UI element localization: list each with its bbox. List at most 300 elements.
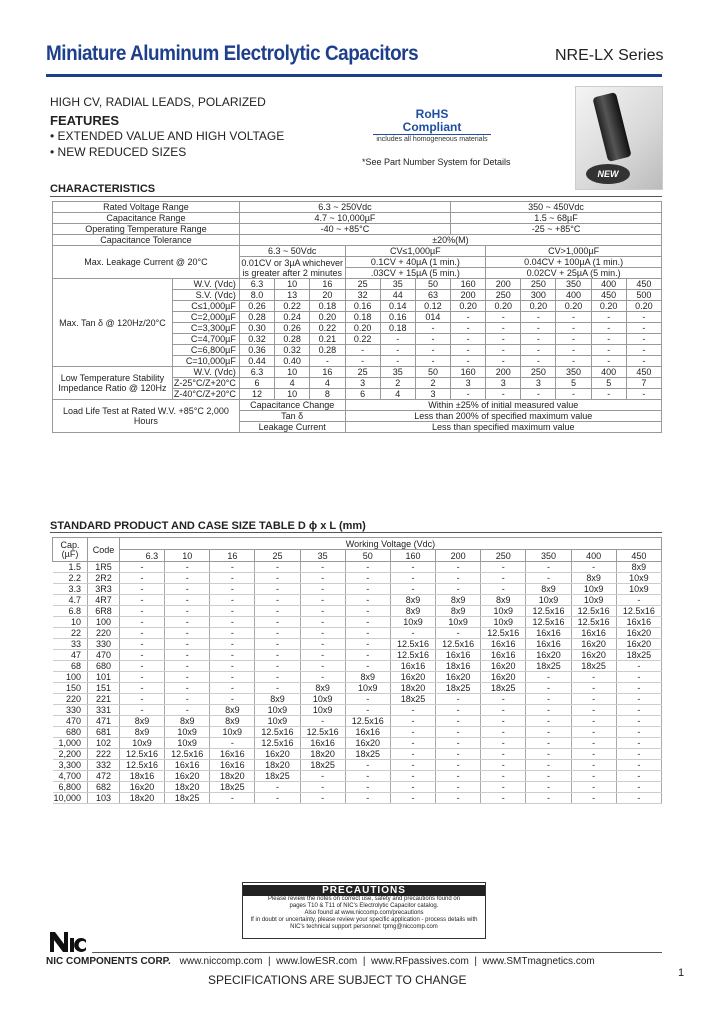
- table-cell: 13: [275, 290, 310, 301]
- table-cell: 12.5x16: [390, 650, 435, 661]
- table-cell: -: [210, 650, 255, 661]
- precautions-line: Please review the notes on correct use, safety and precautions found on: [267, 896, 461, 902]
- table-cell: 330: [53, 705, 88, 716]
- table-cell: 33: [53, 639, 88, 650]
- table-cell: -: [345, 356, 380, 367]
- table-cell: -: [481, 705, 526, 716]
- table-cell: -: [210, 672, 255, 683]
- table-cell: -: [255, 661, 300, 672]
- table-cell: 1,000: [53, 738, 88, 749]
- table-cell: -: [481, 782, 526, 793]
- table-cell: -: [571, 694, 616, 705]
- table-cell: 3: [486, 378, 521, 389]
- table-cell: 16x16: [481, 650, 526, 661]
- table-cell: 18x20: [210, 771, 255, 782]
- table-cell: 16x16: [526, 628, 571, 639]
- table-row: [53, 235, 662, 246]
- table-cell: 4: [275, 378, 310, 389]
- table-cell: 16x20: [255, 749, 300, 760]
- table-cell: 10: [275, 367, 310, 378]
- table-cell: CV≤1,000µF: [345, 246, 486, 257]
- table-cell: 12: [239, 389, 274, 400]
- company-name: NIC COMPONENTS CORP.: [46, 956, 171, 967]
- table-cell: -: [436, 694, 481, 705]
- table-cell: 0.22: [275, 301, 310, 312]
- table-cell: -: [300, 573, 345, 584]
- table-cell: -: [255, 793, 300, 804]
- table-cell: -: [119, 683, 164, 694]
- table-cell: ±20%(M): [239, 235, 661, 246]
- table-cell: 160: [451, 279, 486, 290]
- table-row: [53, 573, 662, 584]
- table-cell: -: [119, 606, 164, 617]
- table-cell: 0.14: [380, 301, 415, 312]
- table-row: [53, 224, 662, 235]
- table-cell: 16x16: [526, 639, 571, 650]
- table-cell: 16x20: [436, 672, 481, 683]
- table-cell: -40 ~ +85°C: [239, 224, 450, 235]
- table-cell: 10x9: [616, 584, 661, 595]
- table-cell: Less than 200% of specified maximum value: [345, 411, 661, 422]
- table-cell: 12.5x16: [255, 727, 300, 738]
- table-cell: -: [436, 793, 481, 804]
- table-cell: -: [616, 760, 661, 771]
- table-cell: -: [436, 782, 481, 793]
- table-cell: 0.20: [556, 301, 591, 312]
- table-cell: 10x9: [119, 738, 164, 749]
- table-cell: -: [255, 573, 300, 584]
- table-cell: 3.3: [53, 584, 88, 595]
- table-cell: 0.20: [345, 323, 380, 334]
- table-cell: 16x16: [616, 617, 661, 628]
- table-cell: -: [119, 617, 164, 628]
- table-cell: 18x25: [165, 793, 210, 804]
- table-cell: 18x20: [390, 683, 435, 694]
- table-cell: 18x25: [616, 650, 661, 661]
- table-cell: 18x16: [436, 661, 481, 672]
- table-cell: -: [119, 672, 164, 683]
- table-cell: 16x16: [300, 738, 345, 749]
- table-cell: 0.36: [239, 345, 274, 356]
- table-cell: 8x9: [210, 716, 255, 727]
- table-cell: -: [300, 584, 345, 595]
- table-row: [53, 400, 662, 411]
- table-cell: 101: [88, 672, 120, 683]
- table-cell: 6.3: [239, 367, 274, 378]
- table-cell: 150: [53, 683, 88, 694]
- precautions-line: Also found at www.niccomp.com/precautions: [304, 910, 424, 916]
- table-cell: -: [345, 782, 390, 793]
- table-cell: 16x20: [119, 782, 164, 793]
- table-cell: 18x25: [481, 683, 526, 694]
- table-cell: -: [390, 705, 435, 716]
- table-cell: -: [486, 356, 521, 367]
- table-cell: -: [571, 782, 616, 793]
- table-cell: 0.32: [239, 334, 274, 345]
- table-cell: -: [380, 334, 415, 345]
- table-cell: Z-40°C/Z+20°C: [172, 389, 239, 400]
- table-cell: 8x9: [390, 595, 435, 606]
- table-cell: -: [210, 606, 255, 617]
- table-cell: 50: [415, 367, 450, 378]
- table-cell: -: [436, 628, 481, 639]
- table-cell: -: [481, 584, 526, 595]
- table-cell: 680: [88, 661, 120, 672]
- table-cell: 6: [345, 389, 380, 400]
- table-cell: 16x20: [571, 639, 616, 650]
- footer: [46, 956, 595, 967]
- table-cell: 18x25: [210, 782, 255, 793]
- table-cell: 0.22: [310, 323, 345, 334]
- table-cell: 12.5x16: [300, 727, 345, 738]
- table-cell: 35: [380, 279, 415, 290]
- table-cell: -: [526, 683, 571, 694]
- char-label: Capacitance Tolerance: [53, 235, 240, 246]
- table-cell: -: [210, 562, 255, 573]
- subtitle: HIGH CV, RADIAL LEADS, POLARIZED: [50, 95, 266, 109]
- table-cell: 0.26: [239, 301, 274, 312]
- table-cell: 350: [556, 367, 591, 378]
- table-cell: -: [345, 573, 390, 584]
- table-cell: -: [616, 727, 661, 738]
- table-cell: -: [415, 334, 450, 345]
- table-cell: 18x20: [255, 760, 300, 771]
- table-cell: 18x20: [300, 749, 345, 760]
- table-cell: 8x9: [345, 672, 390, 683]
- table-cell: -: [451, 345, 486, 356]
- table-cell: -: [526, 727, 571, 738]
- table-cell: 350 ~ 450Vdc: [451, 202, 662, 213]
- table-cell: -: [345, 760, 390, 771]
- table-cell: CV>1,000µF: [486, 246, 662, 257]
- table-cell: -: [210, 793, 255, 804]
- table-cell: Tan δ: [239, 411, 345, 422]
- table-cell: -: [571, 562, 616, 573]
- table-cell: C=4,700µF: [172, 334, 239, 345]
- table-cell: 8: [310, 389, 345, 400]
- table-cell: -: [390, 793, 435, 804]
- table-cell: -: [626, 312, 661, 323]
- table-cell: 12.5x16: [571, 606, 616, 617]
- table-cell: -: [345, 595, 390, 606]
- table-cell: -: [255, 584, 300, 595]
- table-cell: 18x25: [526, 661, 571, 672]
- table-cell: 18x25: [300, 760, 345, 771]
- table-cell: 18x25: [571, 661, 616, 672]
- table-cell: Z-25°C/Z+20°C: [172, 378, 239, 389]
- table-cell: 102: [88, 738, 120, 749]
- table-cell: -: [165, 595, 210, 606]
- table-cell: -: [571, 727, 616, 738]
- table-cell: 16x16: [571, 628, 616, 639]
- table-cell: -: [345, 705, 390, 716]
- table-cell: -: [436, 749, 481, 760]
- table-cell: 8x9: [616, 562, 661, 573]
- table-row: [53, 760, 662, 771]
- table-cell: 300: [521, 290, 556, 301]
- table-cell: -: [300, 617, 345, 628]
- table-cell: 5: [556, 378, 591, 389]
- table-cell: -: [481, 573, 526, 584]
- footer-links[interactable]: www.niccomp.com | www.lowESR.com | www.RFpassives.com | www.SMTmagnetics.com: [179, 956, 595, 967]
- table-cell: Capacitance Change: [239, 400, 345, 411]
- table-row: [53, 672, 662, 683]
- table-cell: 2R2: [88, 573, 120, 584]
- table-cell: -: [119, 650, 164, 661]
- table-cell: -: [300, 716, 345, 727]
- table-cell: -: [451, 389, 486, 400]
- table-cell: 10x9: [571, 595, 616, 606]
- table-cell: -: [300, 771, 345, 782]
- table-cell: 400: [571, 550, 616, 562]
- table-cell: Cap. (µF): [53, 538, 88, 562]
- precautions-line: NIC's technical support personnel: tpmg@niccomp.com: [290, 924, 438, 930]
- table-cell: 0.22: [345, 334, 380, 345]
- table-cell: 16x16: [481, 639, 526, 650]
- table-cell: 16x16: [436, 650, 481, 661]
- table-cell: 3,300: [53, 760, 88, 771]
- table-cell: -: [521, 334, 556, 345]
- case-size-table: [52, 537, 662, 804]
- table-cell: -: [255, 782, 300, 793]
- table-cell: 12.5x16: [255, 738, 300, 749]
- table-cell: 400: [556, 290, 591, 301]
- table-cell: 18x25: [390, 694, 435, 705]
- table-cell: W.V. (Vdc): [172, 279, 239, 290]
- table-cell: -: [526, 771, 571, 782]
- table-cell: -: [626, 323, 661, 334]
- table-cell: -: [616, 749, 661, 760]
- table-cell: 12.5x16: [119, 760, 164, 771]
- table-cell: 0.20: [626, 301, 661, 312]
- table-cell: -: [390, 584, 435, 595]
- table-cell: 8x9: [481, 595, 526, 606]
- table-cell: -: [165, 694, 210, 705]
- table-cell: -: [526, 672, 571, 683]
- table-cell: 8.0: [239, 290, 274, 301]
- table-cell: Within ±25% of initial measured value: [345, 400, 661, 411]
- table-cell: 100: [53, 672, 88, 683]
- table-cell: -: [481, 716, 526, 727]
- rohs-badge: [373, 107, 491, 143]
- table-cell: 450: [626, 279, 661, 290]
- table-cell: 3R3: [88, 584, 120, 595]
- nic-logo: [48, 928, 88, 954]
- table-cell: -: [626, 389, 661, 400]
- table-cell: 6.3 ~ 250Vdc: [239, 202, 450, 213]
- table-cell: 4,700: [53, 771, 88, 782]
- table-cell: 12.5x16: [526, 606, 571, 617]
- table-cell: 8x9: [165, 716, 210, 727]
- table-cell: 160: [451, 367, 486, 378]
- table-cell: 10x9: [481, 617, 526, 628]
- table-cell: -: [300, 595, 345, 606]
- table-cell: 18x20: [119, 793, 164, 804]
- table-cell: 16x20: [481, 672, 526, 683]
- precautions-line: pages T10 & T11 of NIC's Electrolytic Capacitor catalog.: [289, 903, 439, 909]
- table-cell: 10x9: [300, 694, 345, 705]
- table-row: [53, 246, 662, 257]
- table-row: [53, 650, 662, 661]
- table-cell: 4.7: [53, 595, 88, 606]
- table-row: [53, 639, 662, 650]
- char-label: Rated Voltage Range: [53, 202, 240, 213]
- table-cell: 25: [345, 279, 380, 290]
- new-badge: NEW: [586, 164, 630, 184]
- table-cell: 8x9: [255, 694, 300, 705]
- table-cell: 0.12: [415, 301, 450, 312]
- table-cell: 3: [521, 378, 556, 389]
- table-cell: -: [481, 793, 526, 804]
- title-rule: [46, 74, 662, 77]
- table-cell: 1R5: [88, 562, 120, 573]
- table-cell: -: [526, 573, 571, 584]
- table-cell: -: [616, 782, 661, 793]
- table-cell: -: [255, 672, 300, 683]
- table-cell: 12.5x16: [616, 606, 661, 617]
- table-cell: -: [300, 606, 345, 617]
- table-cell: -: [119, 573, 164, 584]
- table-cell: -: [165, 639, 210, 650]
- table-cell: 4: [380, 389, 415, 400]
- table-cell: 8x9: [436, 606, 481, 617]
- table-row: [53, 202, 662, 213]
- table-cell: 250: [481, 550, 526, 562]
- table-cell: 014: [415, 312, 450, 323]
- table-cell: 10x9: [210, 727, 255, 738]
- table-cell: -: [345, 562, 390, 573]
- table-cell: -: [255, 628, 300, 639]
- footer-rule: [92, 952, 662, 953]
- table-cell: -: [481, 749, 526, 760]
- table-cell: 5: [591, 378, 626, 389]
- table-cell: 0.21: [310, 334, 345, 345]
- table-cell: -: [521, 312, 556, 323]
- table-row: [53, 538, 662, 550]
- table-cell: -: [556, 345, 591, 356]
- table-cell: 16x20: [571, 650, 616, 661]
- table-cell: -: [255, 595, 300, 606]
- table-cell: -: [571, 716, 616, 727]
- table-cell: 0.24: [275, 312, 310, 323]
- table-cell: 8x9: [119, 716, 164, 727]
- table-cell: -: [556, 356, 591, 367]
- table-cell: 3: [451, 378, 486, 389]
- table-cell: -: [486, 312, 521, 323]
- table-cell: 1.5: [53, 562, 88, 573]
- table-cell: -: [481, 760, 526, 771]
- table-cell: 2,200: [53, 749, 88, 760]
- table-cell: 681: [88, 727, 120, 738]
- table-row: [53, 749, 662, 760]
- table-cell: 200: [451, 290, 486, 301]
- table-cell: -: [119, 595, 164, 606]
- table-cell: 2.2: [53, 573, 88, 584]
- table-cell: -: [165, 617, 210, 628]
- table-cell: 0.04CV + 100µA (1 min.): [486, 257, 662, 268]
- table-cell: -: [300, 782, 345, 793]
- table-cell: -: [521, 356, 556, 367]
- table-cell: 6.3: [119, 550, 164, 562]
- table-cell: -: [486, 345, 521, 356]
- char-label: Low Temperature Stability Impedance Ratio @ 120Hz: [53, 367, 173, 400]
- table-cell: -: [436, 705, 481, 716]
- table-cell: 10x9: [255, 716, 300, 727]
- table-cell: 0.18: [380, 323, 415, 334]
- table-cell: 16: [310, 279, 345, 290]
- table-cell: -: [165, 661, 210, 672]
- table-cell: W.V. (Vdc): [172, 367, 239, 378]
- table-cell: 16x20: [616, 639, 661, 650]
- table-cell: 0.28: [310, 345, 345, 356]
- characteristics-heading: CHARACTERISTICS: [50, 183, 156, 195]
- table-cell: .03CV + 15µA (5 min.): [345, 268, 486, 279]
- table-cell: -: [210, 617, 255, 628]
- table-cell: 16x20: [616, 628, 661, 639]
- table-cell: 0.16: [345, 301, 380, 312]
- table-cell: -: [436, 584, 481, 595]
- table-cell: -: [165, 650, 210, 661]
- series-name: NRE-LX Series: [555, 47, 664, 64]
- table-cell: 220: [53, 694, 88, 705]
- table-cell: 680: [53, 727, 88, 738]
- section-rule: [50, 196, 662, 197]
- table-cell: -: [486, 323, 521, 334]
- table-cell: -: [390, 727, 435, 738]
- table-cell: -: [390, 760, 435, 771]
- table-cell: -: [210, 738, 255, 749]
- table-cell: 500: [626, 290, 661, 301]
- table-cell: 50: [345, 550, 390, 562]
- table-cell: 103: [88, 793, 120, 804]
- table-row: [53, 683, 662, 694]
- table-row: [53, 550, 662, 562]
- table-cell: 8x9: [526, 584, 571, 595]
- table-cell: 12.5x16: [390, 639, 435, 650]
- table-cell: Less than specified maximum value: [345, 422, 661, 433]
- table-cell: C=6,800µF: [172, 345, 239, 356]
- table-cell: -: [345, 584, 390, 595]
- table-cell: 332: [88, 760, 120, 771]
- table-cell: -: [591, 334, 626, 345]
- table-cell: -: [345, 606, 390, 617]
- table-cell: 682: [88, 782, 120, 793]
- table-cell: 20: [310, 290, 345, 301]
- table-cell: 0.02CV + 25µA (5 min.): [486, 268, 662, 279]
- table-cell: 8x9: [436, 595, 481, 606]
- table-cell: 0.1CV + 40µA (1 min.): [345, 257, 486, 268]
- table-cell: 18x16: [119, 771, 164, 782]
- table-cell: -: [300, 793, 345, 804]
- table-cell: -: [345, 345, 380, 356]
- table-cell: 12.5x16: [571, 617, 616, 628]
- table-cell: 63: [415, 290, 450, 301]
- table-cell: 12.5x16: [345, 716, 390, 727]
- feature-item: • NEW REDUCED SIZES: [50, 145, 187, 159]
- table-cell: -: [165, 584, 210, 595]
- table-cell: -: [521, 345, 556, 356]
- table-cell: 6.8: [53, 606, 88, 617]
- table-cell: 16x20: [481, 661, 526, 672]
- table-cell: -: [616, 716, 661, 727]
- table-cell: -: [571, 749, 616, 760]
- table-cell: 16x20: [165, 771, 210, 782]
- table-cell: 18x25: [436, 683, 481, 694]
- table-cell: 12.5x16: [436, 639, 481, 650]
- table-cell: -: [345, 650, 390, 661]
- table-row: [53, 617, 662, 628]
- table-cell: -: [436, 760, 481, 771]
